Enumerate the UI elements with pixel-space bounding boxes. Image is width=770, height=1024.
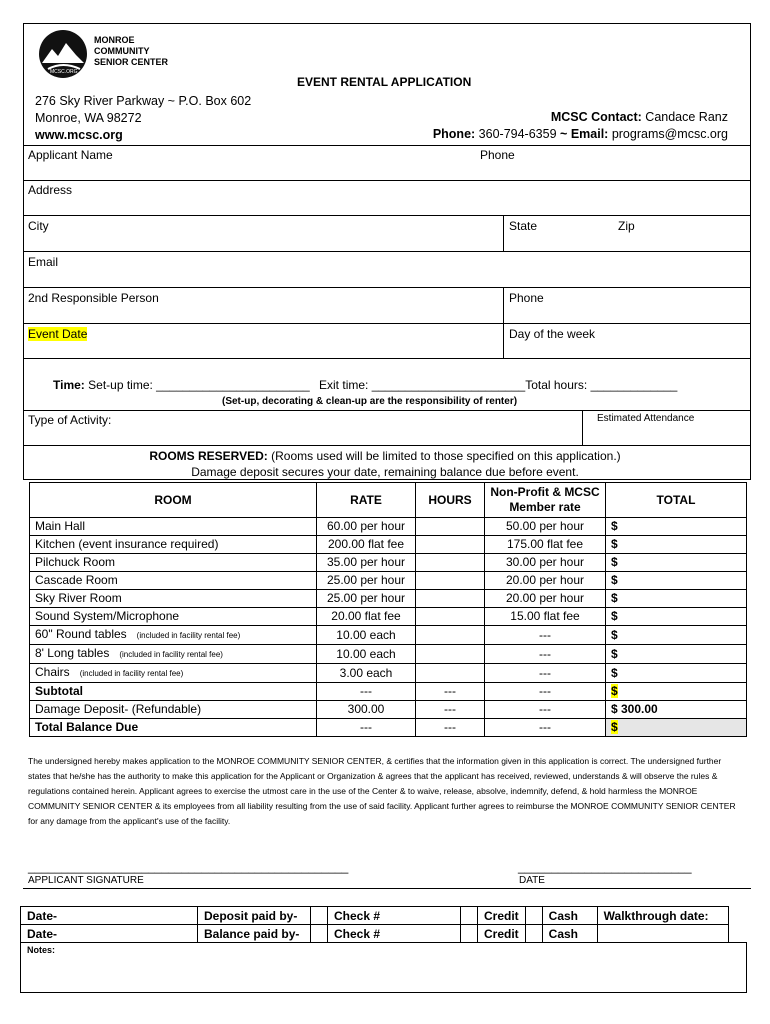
form-title: EVENT RENTAL APPLICATION — [297, 75, 472, 89]
room-name-cell: 60" Round tables (included in facility rental fee) — [30, 626, 317, 645]
rate-cell: 60.00 per hour — [317, 518, 416, 536]
check-checkbox-1[interactable] — [311, 907, 328, 925]
legal-text: The undersigned hereby makes application to the MONROE COMMUNITY SENIOR CENTER, & certifies that the information given in this application is correct. The undersigned further states that he/she has the authority to make this application for the Applicant or Organization & agrees that the applicant has received, reviewed, understands & will observe the rules & regulations contained herein. Applicant agrees to exercise the utmost care in the use of the Center & to waive, release, absolve, indemnify, defend, & hold harmless the MONROE COMMUNITY SENIOR CENTER & its employees from all liability resulting from the use of said facility. Applicant further agrees to reimburse the MONROE COMMUNITY SENIOR CENTER for any damage from the applicant's use of the facility. — [28, 756, 736, 826]
hours-cell[interactable] — [416, 626, 485, 645]
total-cell[interactable]: $ 300.00 — [606, 701, 747, 719]
credit-label-1: Credit — [478, 907, 526, 925]
hours-cell[interactable] — [416, 664, 485, 683]
time-note: (Set-up, decorating & clean-up are the responsibility of renter) — [222, 396, 518, 407]
address-field[interactable]: Address — [28, 183, 73, 197]
member-rate-cell: 20.00 per hour — [485, 572, 606, 590]
rate-cell: 25.00 per hour — [317, 572, 416, 590]
total-cell[interactable]: $ — [606, 683, 747, 701]
contact-name: Candace Ranz — [645, 110, 728, 124]
total-cell[interactable]: $ — [606, 572, 747, 590]
date-line[interactable]: __________________________ — [518, 860, 692, 874]
hours-cell[interactable] — [416, 536, 485, 554]
table-row — [30, 608, 747, 626]
email-address[interactable]: programs@mcsc.org — [611, 127, 728, 141]
attendance-field[interactable]: Estimated Attendance — [597, 413, 695, 424]
credit-checkbox-1[interactable] — [461, 907, 478, 925]
member-rate-cell: --- — [485, 701, 606, 719]
member-rate-cell: 175.00 flat fee — [485, 536, 606, 554]
check-checkbox-2[interactable] — [311, 925, 328, 943]
city-field[interactable]: City — [28, 219, 49, 233]
logo-badge: MCSC.ORG — [50, 69, 78, 75]
walkthrough-date[interactable]: Walkthrough date: — [597, 907, 728, 925]
cash-label-2: Cash — [542, 925, 597, 943]
header-hours: HOURS — [416, 483, 485, 518]
table-row — [30, 683, 747, 701]
hours-cell[interactable] — [416, 645, 485, 664]
notes-label: Notes: — [27, 945, 56, 955]
rate-cell: 10.00 each — [317, 626, 416, 645]
room-name-cell: Pilchuck Room — [30, 554, 317, 572]
hours-cell[interactable] — [416, 590, 485, 608]
member-rate-cell: 30.00 per hour — [485, 554, 606, 572]
check-number-1[interactable]: Check # — [328, 907, 461, 925]
hours-cell[interactable]: --- — [416, 701, 485, 719]
room-name-cell: Cascade Room — [30, 572, 317, 590]
hours-cell[interactable] — [416, 572, 485, 590]
notes-box[interactable] — [20, 942, 747, 993]
rate-cell: 3.00 each — [317, 664, 416, 683]
room-name-cell: Main Hall — [30, 518, 317, 536]
header-rate: RATE — [317, 483, 416, 518]
room-name-cell: Chairs (included in facility rental fee) — [30, 664, 317, 683]
cash-checkbox-2[interactable] — [525, 925, 542, 943]
cash-checkbox-1[interactable] — [525, 907, 542, 925]
office-date-1[interactable]: Date- — [21, 907, 198, 925]
credit-label-2: Credit — [478, 925, 526, 943]
table-row — [30, 626, 747, 645]
rate-cell: 25.00 per hour — [317, 590, 416, 608]
signature-label: APPLICANT SIGNATURE — [28, 875, 144, 886]
table-row — [30, 536, 747, 554]
member-rate-cell: --- — [485, 664, 606, 683]
phone-number: 360-794-6359 — [478, 127, 557, 141]
total-cell[interactable]: $ — [606, 590, 747, 608]
contact-line: MCSC Contact: Candace Ranz — [550, 110, 728, 124]
member-rate-cell: --- — [485, 719, 606, 737]
table-row — [30, 554, 747, 572]
phone2-field[interactable]: Phone — [509, 291, 544, 305]
member-rate-cell: 20.00 per hour — [485, 590, 606, 608]
phone-field[interactable]: Phone — [480, 148, 515, 162]
logo-line-1: MONROE — [94, 35, 135, 45]
total-cell[interactable]: $ — [606, 608, 747, 626]
setup-time-field[interactable]: Set-up time: _______________________ — [88, 378, 310, 392]
total-cell[interactable]: $ — [606, 664, 747, 683]
table-row — [30, 590, 747, 608]
deposit-paid-by[interactable]: Deposit paid by- — [198, 907, 311, 925]
rate-cell: 20.00 flat fee — [317, 608, 416, 626]
header-member-rate: Non-Profit & MCSC Member rate — [485, 483, 606, 518]
total-cell[interactable]: $ — [606, 719, 747, 737]
address-line-1: 276 Sky River Parkway ~ P.O. Box 602 — [35, 94, 252, 108]
balance-paid-by[interactable]: Balance paid by- — [198, 925, 311, 943]
office-use-table — [20, 906, 729, 943]
header-total: TOTAL — [606, 483, 747, 518]
total-cell[interactable]: $ — [606, 554, 747, 572]
hours-cell[interactable]: --- — [416, 683, 485, 701]
rate-cell: --- — [317, 683, 416, 701]
rate-cell: 300.00 — [317, 701, 416, 719]
rate-cell: 10.00 each — [317, 645, 416, 664]
hours-cell[interactable] — [416, 518, 485, 536]
applicant-name-field[interactable]: Applicant Name — [28, 148, 113, 162]
hours-cell[interactable] — [416, 554, 485, 572]
room-name-cell: 8' Long tables (included in facility rental fee) — [30, 645, 317, 664]
day-of-week-field[interactable]: Day of the week — [509, 327, 596, 341]
phone-email-line: Phone: 360-794-6359 ~ Email: programs@mcsc.org — [432, 127, 728, 141]
rate-cell: --- — [317, 719, 416, 737]
event-date-field[interactable]: Event Date — [28, 327, 88, 341]
website-link[interactable]: www.mcsc.org — [35, 128, 123, 142]
member-rate-cell: --- — [485, 626, 606, 645]
total-cell[interactable]: $ — [606, 645, 747, 664]
room-name-cell: Total Balance Due — [30, 719, 317, 737]
rooms-table — [29, 482, 747, 737]
logo — [36, 29, 186, 81]
table-row — [30, 645, 747, 664]
state-field[interactable]: State — [509, 219, 538, 233]
cash-label-1: Cash — [542, 907, 597, 925]
room-name-cell: Subtotal — [30, 683, 317, 701]
room-name-cell: Sky River Room — [30, 590, 317, 608]
signature-line[interactable]: ________________________________________________ — [28, 860, 349, 874]
table-row — [30, 572, 747, 590]
table-row — [30, 664, 747, 683]
hours-cell[interactable]: --- — [416, 719, 485, 737]
zip-field[interactable]: Zip — [618, 219, 635, 233]
table-row — [30, 518, 747, 536]
room-name-cell: Kitchen (event insurance required) — [30, 536, 317, 554]
hours-cell[interactable] — [416, 608, 485, 626]
rate-cell: 200.00 flat fee — [317, 536, 416, 554]
exit-time-field[interactable]: Exit time: _______________________ — [319, 378, 526, 392]
total-cell[interactable]: $ — [606, 626, 747, 645]
check-number-2[interactable]: Check # — [328, 925, 461, 943]
rooms-reserved-note: ROOMS RESERVED: (Rooms used will be limited to those specified on this application.) Damage deposit secures your date, remaining balance due before event. — [149, 449, 621, 479]
second-person-field[interactable]: 2nd Responsible Person — [28, 291, 159, 305]
table-row — [30, 701, 747, 719]
room-name-cell: Sound System/Microphone — [30, 608, 317, 626]
total-cell[interactable]: $ — [606, 536, 747, 554]
room-name-cell: Damage Deposit- (Refundable) — [30, 701, 317, 719]
activity-field[interactable]: Type of Activity: — [28, 413, 112, 427]
header-room: ROOM — [30, 483, 317, 518]
total-hours-field[interactable]: Total hours: _____________ — [525, 378, 678, 392]
email-field[interactable]: Email — [28, 255, 59, 269]
member-rate-cell: --- — [485, 645, 606, 664]
member-rate-cell: --- — [485, 683, 606, 701]
credit-checkbox-2[interactable] — [461, 925, 478, 943]
date-label: DATE — [519, 875, 545, 886]
member-rate-cell: 15.00 flat fee — [485, 608, 606, 626]
rate-cell: 35.00 per hour — [317, 554, 416, 572]
logo-line-2: COMMUNITY — [94, 46, 150, 56]
org-address — [35, 93, 251, 144]
member-rate-cell: 50.00 per hour — [485, 518, 606, 536]
time-row: Time: Set-up time: _______________________ Exit time: _______________________Total hours: _____________ — [53, 378, 678, 392]
table-row — [30, 719, 747, 737]
address-line-2: Monroe, WA 98272 — [35, 111, 142, 125]
total-cell[interactable]: $ — [606, 518, 747, 536]
office-date-2[interactable]: Date- — [21, 925, 198, 943]
logo-line-3: SENIOR CENTER — [94, 57, 169, 67]
